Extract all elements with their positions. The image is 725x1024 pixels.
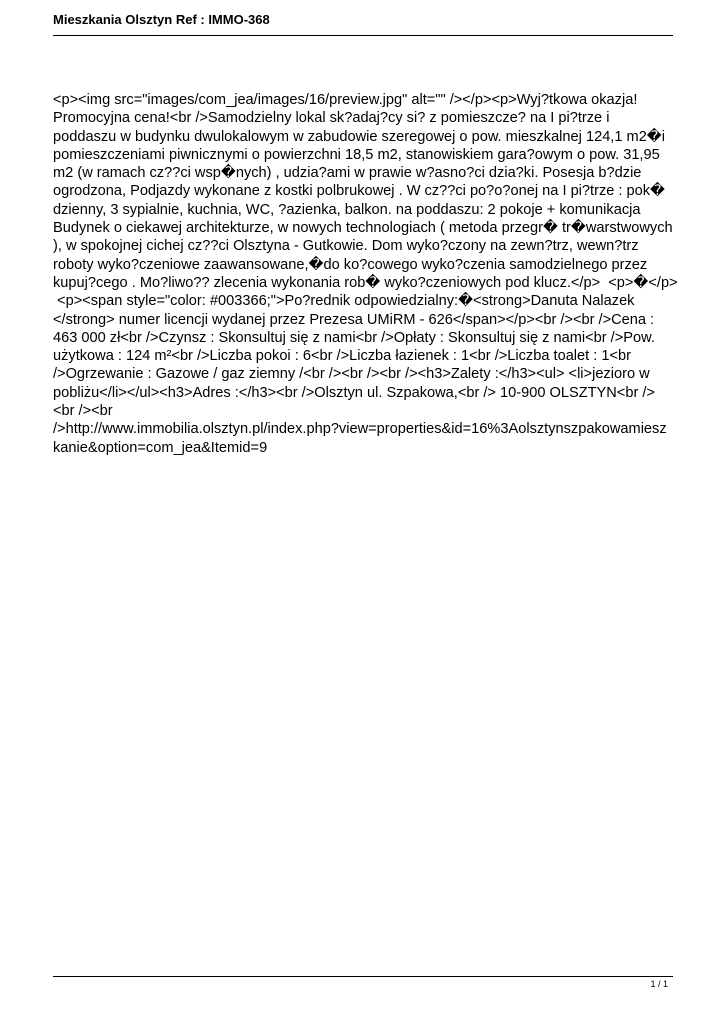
body-text-line: dzienny, 3 sypialnie, kuchnia, WC, ?azienka, balkon. na poddaszu: 2 pokoje + komunikacja [53, 201, 641, 218]
page-header [53, 12, 673, 28]
body-text-line: 463 000 zł<br />Czynsz : Skonsultuj się z nami<br />Opłaty : Skonsultuj się z nami<br />Pow. [53, 329, 655, 346]
body-text-line: kupuj?cego . Mo?liwo?? zlecenia wykonania rob� wyko?czeniowych pod klucz.</p> <p>�</p> [53, 274, 678, 291]
body-text-line: poddaszu w budynku dwulokalowym w zabudowie szeregowej o pow. mieszkalnej 124,1 m2�i [53, 128, 666, 145]
body-text-line: ), w spokojnej cichej cz??ci Olsztyna - Gutkowie. Dom wyko?czony na zewn?trz, wewn?trz [53, 238, 639, 255]
body-text-line: />Ogrzewanie : Gazowe / gaz ziemny /<br /><br /><br /><h3>Zalety :</h3><ul> <li>jezioro w [53, 366, 650, 383]
body-text-line: kanie&option=com_jea&Itemid=9 [53, 439, 268, 456]
body-text-line: <p><img src="images/com_jea/images/16/preview.jpg" alt="" /></p><p>Wyj?tkowa okazja! [53, 92, 638, 108]
body-text-line: <br /><br [53, 403, 113, 420]
page-title: Mieszkania Olsztyn Ref : IMMO-368 [53, 12, 270, 27]
document-body [53, 91, 678, 457]
page-number: 1 / 1 [650, 979, 668, 989]
body-text-line: pomieszczeniami piwnicznymi o powierzchni 18,5 m2, stanowiskiem gara?owym o pow. 31,95 [53, 146, 660, 163]
header-divider [53, 35, 673, 36]
body-text-line: <p><span style="color: #003366;">Po?rednik odpowiedzialny:�<strong>Danuta Nalazek [53, 293, 635, 310]
body-text-line: użytkowa : 124 m²<br />Liczba pokoi : 6<br />Liczba łazienek : 1<br />Liczba toalet : 1<br [53, 348, 631, 365]
body-text-line: roboty wyko?czeniowe zaawansowane,�do ko?cowego wyko?czenia samodzielnego przez [53, 256, 648, 273]
body-text-line: </strong> numer licencji wydanej przez Prezesa UMiRM - 626</span></p><br /><br />Cena : [53, 311, 655, 328]
body-text-line: ogrodzona, Podjazdy wykonane z kostki polbrukowej . W cz??ci po?o?onej na I pi?trze : pok� [53, 183, 666, 200]
body-text-line: Budynek o ciekawej architekturze, w nowych technologiach ( metoda przegr� tr�warstwowych [53, 220, 673, 237]
body-text-line: pobliżu</li></ul><h3>Adres :</h3><br />Olsztyn ul. Szpakowa,<br /> 10-900 OLSZTYN<br /> [53, 384, 655, 401]
body-text-line: />http://www.immobilia.olsztyn.pl/index.php?view=properties&id=16%3Aolsztynszpakowamiesz [53, 421, 667, 438]
footer-divider [53, 976, 673, 977]
body-text-line: m2 (w ramach cz??ci wsp�nych) , udzia?ami w prawie w?asno?ci dzia?ki. Posesja b?dzie [53, 165, 642, 182]
body-text-line: Promocyjna cena!<br />Samodzielny lokal sk?adaj?cy si? z pomieszcze? na I pi?trze i [53, 110, 610, 127]
